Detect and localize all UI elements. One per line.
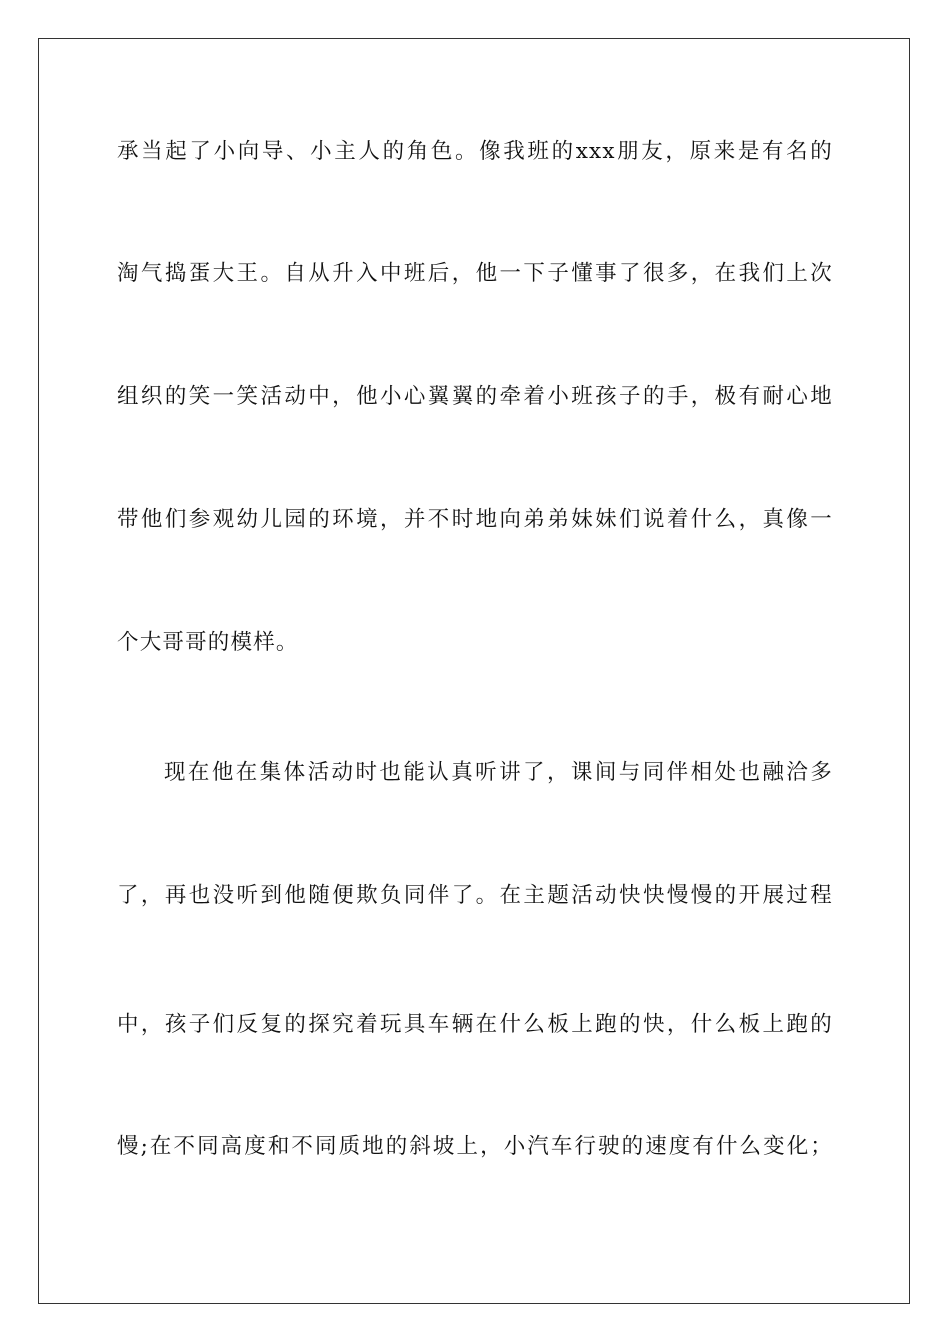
paragraph-1-line-4: 带他们参观幼儿园的环境，并不时地向弟弟妹妹们说着什么，真像一 <box>117 507 833 532</box>
paragraph-1-line-2: 淘气捣蛋大王。自从升入中班后，他一下子懂事了很多，在我们上次 <box>117 261 833 286</box>
paragraph-1-line-3: 组织的笑一笑活动中，他小心翼翼的牵着小班孩子的手，极有耐心地 <box>117 384 833 409</box>
paragraph-2-line-1: 现在他在集体活动时也能认真听讲了，课间与同伴相处也融洽多 <box>164 760 833 785</box>
paragraph-2-line-4: 慢;在不同高度和不同质地的斜坡上，小汽车行驶的速度有什么变化； <box>117 1134 833 1159</box>
paragraph-1-line-5: 个大哥哥的模样。 <box>117 630 299 655</box>
paragraph-2-line-3: 中，孩子们反复的探究着玩具车辆在什么板上跑的快，什么板上跑的 <box>117 1012 833 1037</box>
page-border <box>38 38 910 1304</box>
paragraph-1-line-1: 承当起了小向导、小主人的角色。像我班的xxx朋友，原来是有名的 <box>117 139 833 164</box>
paragraph-2-line-2: 了，再也没听到他随便欺负同伴了。在主题活动快快慢慢的开展过程 <box>117 883 833 908</box>
